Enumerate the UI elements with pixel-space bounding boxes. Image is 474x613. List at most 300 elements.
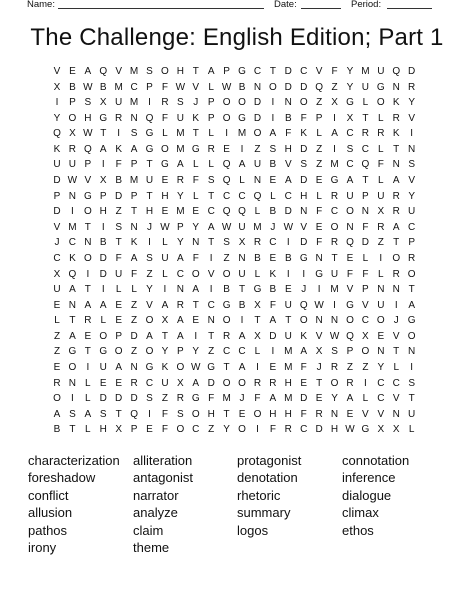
grid-letter: I <box>101 284 105 296</box>
grid-letter: C <box>346 159 354 171</box>
grid-letter: B <box>53 424 61 436</box>
grid-letter: H <box>269 408 277 420</box>
grid-letter: X <box>254 330 261 342</box>
grid-letter: Z <box>53 346 61 358</box>
grid-letter: L <box>362 252 369 264</box>
grid-letter: Z <box>362 362 369 374</box>
grid-letter: L <box>378 112 384 124</box>
grid-letter: H <box>145 206 154 218</box>
grid-letter: O <box>68 112 77 124</box>
grid-letter: I <box>225 128 228 140</box>
grid-letter: S <box>130 128 138 140</box>
grid-letter: M <box>222 393 231 405</box>
grid-letter: N <box>300 206 308 218</box>
grid-letter: Y <box>53 112 61 124</box>
grid-letter: S <box>146 66 153 77</box>
grid-letter: B <box>69 81 76 93</box>
grid-letter: I <box>256 424 259 436</box>
grid-letter: B <box>284 252 292 264</box>
grid-letter: Y <box>408 97 415 109</box>
grid-letter: Z <box>316 97 323 109</box>
grid-letter: W <box>283 221 294 233</box>
grid-letter: C <box>284 190 292 202</box>
grid-letter: F <box>346 268 354 280</box>
grid-letter: Y <box>377 362 385 374</box>
grid-letter: G <box>330 175 339 187</box>
grid-letter: G <box>145 143 154 155</box>
grid-letter: R <box>346 377 354 389</box>
grid-letter: Z <box>208 346 215 358</box>
grid-letter: N <box>68 299 77 311</box>
grid-letter: W <box>221 81 232 93</box>
grid-letter: J <box>393 315 399 327</box>
grid-letter: Q <box>299 299 308 311</box>
grid-letter: I <box>148 408 151 420</box>
grid-letter: A <box>192 377 200 389</box>
grid-letter: Z <box>331 81 338 93</box>
grid-letter: E <box>346 408 354 420</box>
grid-letter: W <box>221 221 232 233</box>
grid-letter: T <box>238 284 246 296</box>
grid-letter: R <box>115 112 123 124</box>
grid-letter: X <box>254 299 261 311</box>
grid-letter: I <box>333 112 336 124</box>
grid-letter: S <box>408 159 415 171</box>
grid-letter: Y <box>192 346 200 358</box>
grid-letter: O <box>330 377 339 389</box>
grid-letter: I <box>271 112 275 124</box>
grid-letter: X <box>362 330 369 342</box>
date-blank-line <box>301 8 341 9</box>
grid-letter: F <box>269 424 276 436</box>
grid-letter: O <box>346 206 354 218</box>
grid-letter: V <box>207 268 215 280</box>
grid-letter: R <box>408 252 416 264</box>
grid-letter: H <box>300 190 308 202</box>
grid-letter: R <box>330 237 339 249</box>
grid-letter: S <box>115 221 122 233</box>
grid-letter: C <box>392 377 400 389</box>
grid-letter: P <box>130 424 138 436</box>
grid-letter: T <box>362 175 369 187</box>
grid-letter: I <box>240 143 244 155</box>
grid-letter: V <box>362 408 369 420</box>
grid-letter: T <box>192 128 199 140</box>
grid-letter: W <box>314 299 324 311</box>
grid-letter: C <box>130 81 138 93</box>
grid-letter: C <box>300 66 308 77</box>
grid-letter: D <box>130 330 138 342</box>
grid-letter: L <box>162 128 168 140</box>
grid-letter: L <box>316 128 322 140</box>
grid-letter: F <box>115 159 122 171</box>
grid-letter: E <box>99 377 107 389</box>
grid-letter: S <box>177 97 184 109</box>
grid-letter: A <box>346 175 354 187</box>
grid-letter: D <box>300 143 308 155</box>
grid-letter: U <box>377 66 385 77</box>
grid-letter: V <box>115 66 122 77</box>
grid-letter: U <box>99 362 107 374</box>
grid-letter: L <box>239 175 245 187</box>
grid-letter: L <box>85 393 91 405</box>
grid-letter: F <box>192 252 199 264</box>
grid-letter: T <box>362 112 369 124</box>
grid-letter: V <box>284 159 292 171</box>
grid-letter: I <box>86 268 90 280</box>
grid-letter: F <box>161 424 168 436</box>
grid-letter: K <box>53 143 61 155</box>
grid-letter: O <box>299 315 308 327</box>
grid-letter: O <box>145 315 154 327</box>
grid-letter: G <box>299 252 308 264</box>
grid-letter: O <box>330 221 339 233</box>
grid-letter: A <box>99 299 107 311</box>
grid-letter: Y <box>146 284 153 296</box>
grid-letter: Z <box>161 393 168 405</box>
grid-letter: O <box>238 97 246 109</box>
grid-letter: Y <box>408 190 415 202</box>
grid-letter: P <box>177 221 184 233</box>
grid-letter: E <box>84 330 92 342</box>
grid-letter: I <box>333 299 336 311</box>
grid-letter: U <box>408 206 416 218</box>
grid-letter: L <box>192 190 199 202</box>
grid-letter: A <box>392 175 400 187</box>
grid-letter: Z <box>316 159 323 171</box>
grid-letter: M <box>284 362 293 374</box>
grid-letter: P <box>69 97 76 109</box>
grid-letter: B <box>238 81 246 93</box>
grid-letter: B <box>284 112 292 124</box>
grid-letter: M <box>176 128 185 140</box>
grid-letter: I <box>317 284 321 296</box>
grid-letter: E <box>115 299 122 311</box>
grid-letter: M <box>237 128 247 140</box>
grid-letter: F <box>131 268 138 280</box>
word-bank-item: pathos <box>28 522 68 538</box>
grid-letter: G <box>222 299 231 311</box>
grid-letter: E <box>115 315 122 327</box>
grid-letter: L <box>254 268 261 280</box>
grid-letter: L <box>270 190 276 202</box>
grid-letter: C <box>330 206 339 218</box>
grid-letter: D <box>53 175 61 187</box>
grid-letter: T <box>192 299 199 311</box>
grid-letter: R <box>408 81 416 93</box>
grid-letter: C <box>192 424 200 436</box>
grid-letter: J <box>270 221 276 233</box>
grid-letter: C <box>269 237 277 249</box>
grid-letter: F <box>316 206 323 218</box>
grid-letter: H <box>330 424 339 436</box>
grid-letter: F <box>300 408 307 420</box>
grid-letter: M <box>68 221 77 233</box>
grid-letter: O <box>238 424 246 436</box>
grid-letter: S <box>84 97 92 109</box>
grid-letter: Q <box>315 81 324 93</box>
grid-letter: U <box>346 190 354 202</box>
grid-letter: F <box>192 175 199 187</box>
grid-letter: Z <box>131 346 138 358</box>
word-bank-item: foreshadow <box>28 470 96 486</box>
grid-letter: X <box>377 424 385 436</box>
grid-letter: N <box>392 284 400 296</box>
grid-letter: A <box>130 143 138 155</box>
grid-letter: J <box>147 221 153 233</box>
grid-letter: P <box>84 159 92 171</box>
word-bank-item: analyze <box>133 505 178 521</box>
word-bank-item: conflict <box>28 487 69 503</box>
grid-letter: E <box>269 362 277 374</box>
word-bank-item: summary <box>237 505 291 521</box>
grid-letter: R <box>176 299 184 311</box>
grid-letter: A <box>331 128 338 140</box>
grid-letter: J <box>193 97 199 109</box>
grid-letter: W <box>83 81 93 93</box>
grid-letter: U <box>361 81 369 93</box>
grid-letter: F <box>254 393 261 405</box>
grid-letter: K <box>192 112 200 124</box>
grid-letter: S <box>146 393 153 405</box>
name-blank-line <box>58 8 264 9</box>
word-bank-item: connotation <box>342 453 410 468</box>
grid-letter: C <box>53 252 61 264</box>
grid-letter: V <box>315 330 323 342</box>
period-label: Period: <box>351 0 382 10</box>
grid-letter: Q <box>346 330 354 342</box>
grid-letter: Q <box>99 66 108 77</box>
grid-letter: A <box>53 408 61 420</box>
grid-letter: O <box>222 97 231 109</box>
grid-letter: Q <box>68 268 77 280</box>
grid-letter: X <box>177 377 184 389</box>
grid-letter: E <box>161 206 169 218</box>
grid-letter: R <box>222 330 231 342</box>
grid-letter: I <box>209 284 213 296</box>
grid-letter: O <box>83 252 92 264</box>
grid-letter: R <box>392 268 400 280</box>
grid-letter: R <box>84 315 92 327</box>
grid-letter: P <box>362 284 369 296</box>
grid-letter: C <box>361 315 369 327</box>
grid-letter: L <box>378 268 384 280</box>
grid-letter: G <box>161 159 169 171</box>
grid-letter: O <box>253 408 262 420</box>
grid-letter: V <box>392 393 400 405</box>
grid-letter: I <box>302 268 306 280</box>
grid-letter: L <box>100 315 107 327</box>
grid-letter: N <box>253 175 262 187</box>
grid-letter: T <box>115 408 122 420</box>
word-bank-item: characterization <box>28 453 120 468</box>
grid-letter: K <box>392 97 400 109</box>
grid-letter: W <box>67 175 78 187</box>
grid-letter: T <box>285 315 292 327</box>
grid-letter: I <box>364 377 367 389</box>
grid-letter: R <box>130 377 138 389</box>
grid-letter: T <box>331 252 338 264</box>
grid-letter: I <box>256 362 259 374</box>
grid-letter: A <box>177 315 184 327</box>
grid-letter: V <box>146 299 153 311</box>
grid-letter: T <box>84 284 91 296</box>
grid-letter: O <box>83 206 92 218</box>
grid-letter: O <box>68 362 77 374</box>
grid-letter: J <box>316 362 322 374</box>
grid-letter: I <box>240 315 244 327</box>
grid-letter: O <box>222 268 231 280</box>
grid-letter: S <box>408 377 415 389</box>
word-bank-item: allusion <box>28 505 73 521</box>
grid-letter: U <box>161 377 169 389</box>
grid-letter: Z <box>208 424 215 436</box>
word-bank-item: climax <box>342 505 379 521</box>
grid-letter: C <box>207 206 215 218</box>
grid-letter: I <box>101 221 105 233</box>
grid-letter: L <box>131 284 137 296</box>
grid-letter: P <box>207 112 215 124</box>
grid-letter: W <box>191 362 201 374</box>
grid-letter: C <box>377 393 385 405</box>
grid-letter: M <box>129 66 139 77</box>
grid-letter: L <box>162 237 168 249</box>
grid-letter: L <box>362 97 369 109</box>
grid-letter: T <box>393 346 400 358</box>
grid-letter: E <box>269 252 277 264</box>
grid-letter: A <box>177 252 184 264</box>
grid-letter: D <box>315 424 323 436</box>
grid-letter: L <box>162 268 168 280</box>
grid-letter: Q <box>361 159 370 171</box>
grid-letter: A <box>408 299 415 311</box>
grid-letter: Z <box>53 330 61 342</box>
grid-letter: G <box>83 190 92 202</box>
grid-letter: R <box>392 112 400 124</box>
grid-letter: T <box>269 66 276 77</box>
grid-letter: W <box>83 128 93 140</box>
grid-letter: P <box>99 190 107 202</box>
word-bank-item: denotation <box>237 470 298 486</box>
grid-letter: L <box>254 346 261 358</box>
grid-letter: K <box>392 128 400 140</box>
grid-letter: Q <box>222 175 231 187</box>
grid-letter: C <box>238 346 246 358</box>
grid-letter: V <box>300 221 308 233</box>
grid-letter: D <box>361 237 369 249</box>
grid-letter: U <box>377 190 385 202</box>
grid-letter: J <box>54 237 60 249</box>
grid-letter: M <box>361 66 370 77</box>
grid-letter: F <box>331 66 338 77</box>
grid-letter: P <box>115 330 122 342</box>
grid-letter: M <box>129 175 139 187</box>
grid-letter: S <box>146 252 153 264</box>
grid-letter: A <box>300 346 308 358</box>
grid-letter: E <box>192 206 200 218</box>
grid-letter: A <box>161 299 169 311</box>
grid-letter: O <box>114 346 123 358</box>
grid-letter: U <box>68 159 77 171</box>
grid-letter: X <box>238 237 246 249</box>
grid-letter: X <box>392 424 400 436</box>
grid-letter: S <box>346 143 354 155</box>
grid-letter: X <box>69 128 76 140</box>
grid-letter: G <box>376 81 385 93</box>
grid-letter: Z <box>146 268 153 280</box>
grid-letter: O <box>161 66 169 77</box>
grid-letter: C <box>408 221 416 233</box>
grid-letter: R <box>253 377 262 389</box>
grid-letter: O <box>176 362 185 374</box>
grid-letter: D <box>99 393 107 405</box>
grid-letter: E <box>192 315 200 327</box>
grid-letter: Z <box>131 299 138 311</box>
grid-letter: H <box>284 143 292 155</box>
grid-letter: E <box>377 330 385 342</box>
grid-letter: H <box>161 190 169 202</box>
grid-letter: O <box>161 143 169 155</box>
grid-letter: D <box>284 206 292 218</box>
grid-letter: N <box>238 252 246 264</box>
grid-letter: F <box>316 237 323 249</box>
grid-letter: A <box>192 284 200 296</box>
date-label: Date: <box>274 0 297 10</box>
grid-letter: G <box>346 97 354 109</box>
grid-letter: N <box>315 315 323 327</box>
grid-letter: N <box>176 284 184 296</box>
grid-letter: L <box>393 362 400 374</box>
grid-letter: A <box>269 128 277 140</box>
grid-letter: D <box>300 237 308 249</box>
grid-letter: N <box>130 112 138 124</box>
grid-letter: P <box>362 190 369 202</box>
grid-letter: M <box>176 206 185 218</box>
grid-letter: N <box>207 315 215 327</box>
grid-letter: V <box>362 299 369 311</box>
grid-letter: F <box>300 362 307 374</box>
grid-letter: B <box>223 284 230 296</box>
grid-letter: E <box>315 393 323 405</box>
grid-letter: N <box>68 377 77 389</box>
grid-letter: T <box>100 128 107 140</box>
grid-letter: A <box>115 362 122 374</box>
grid-letter: A <box>99 143 107 155</box>
grid-letter: Y <box>346 66 354 77</box>
grid-letter: L <box>208 128 214 140</box>
grid-letter: D <box>115 393 123 405</box>
grid-letter: A <box>238 362 246 374</box>
grid-letter: Q <box>145 112 154 124</box>
grid-letter: K <box>115 143 122 155</box>
word-bank-item: rhetoric <box>237 487 281 503</box>
grid-letter: H <box>176 66 184 77</box>
grid-letter: G <box>253 284 262 296</box>
grid-letter: A <box>238 159 246 171</box>
grid-letter: O <box>376 315 385 327</box>
grid-letter: Z <box>346 362 354 374</box>
grid-letter: U <box>115 268 123 280</box>
grid-letter: V <box>408 175 415 187</box>
grid-letter: G <box>207 362 216 374</box>
grid-letter: I <box>379 252 383 264</box>
grid-letter: P <box>408 237 415 249</box>
grid-letter: P <box>53 190 61 202</box>
grid-letter: A <box>130 252 138 264</box>
grid-letter: F <box>362 221 369 233</box>
grid-letter: D <box>99 268 107 280</box>
grid-letter: F <box>161 81 168 93</box>
